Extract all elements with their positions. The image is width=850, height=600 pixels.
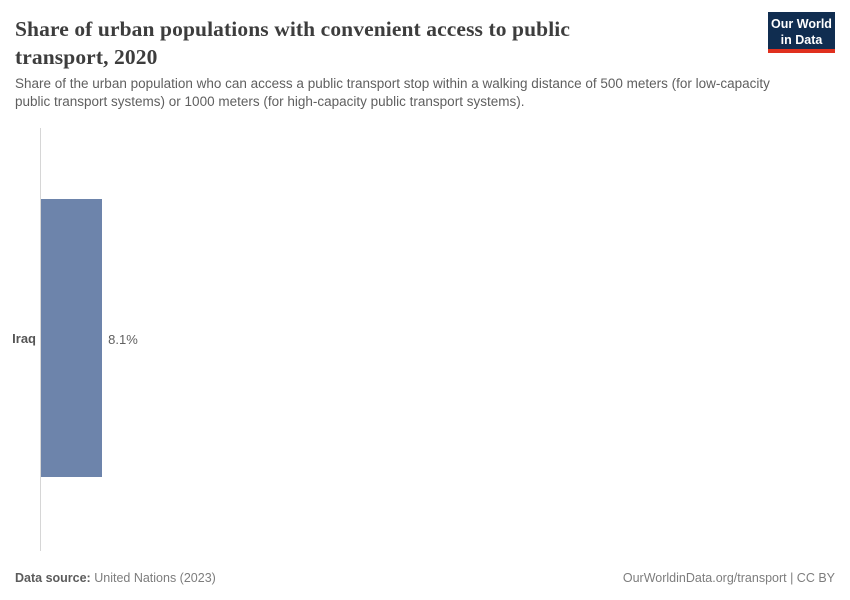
attribution-link[interactable]: OurWorldinData.org/transport | CC BY: [622, 571, 835, 585]
chart-title: Share of urban populations with convenient access to public transport, 2020: [15, 17, 571, 69]
owid-logo-line1: Our World: [771, 17, 832, 31]
value-label-iraq: 8.1%: [108, 332, 138, 347]
data-source: [15, 571, 216, 585]
owid-logo[interactable]: [768, 12, 835, 53]
chart-subtitle: Share of the urban population who can access a public transport stop within a walking distance of 500 meters (for low-capacity public transport systems) or 1000 meters (for high-capacity public transport systems).: [15, 76, 770, 109]
footer: [15, 571, 835, 585]
data-source-label: Data source:: [15, 571, 91, 585]
bar-iraq[interactable]: [41, 199, 102, 477]
owid-logo-line2: in Data: [780, 33, 823, 47]
entity-label-iraq: Iraq: [12, 331, 36, 346]
data-source-value: United Nations (2023): [94, 571, 216, 585]
